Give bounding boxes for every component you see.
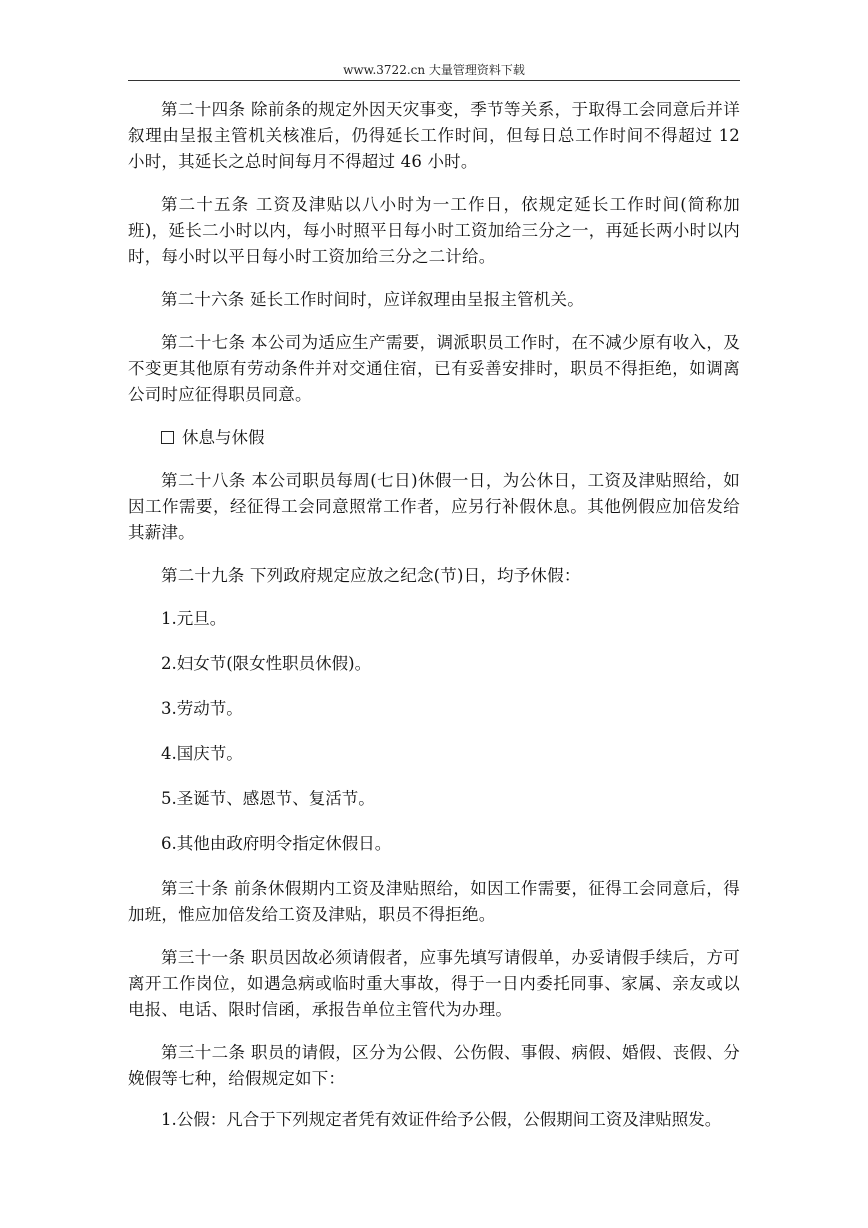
leave-type-item: 1.公假：凡合于下列规定者凭有效证件给予公假，公假期间工资及津贴照发。	[161, 1110, 722, 1129]
page-header: www.3722.cn 大量管理资料下载	[343, 63, 525, 77]
checkbox-icon	[161, 431, 174, 444]
document-body	[128, 97, 740, 1152]
article-26: 第二十六条 延长工作时间时，应详叙理由呈报主管机关。	[161, 290, 584, 309]
article-25: 第二十五条 工资及津贴以八小时为一工作日，依规定延长工作时间(简称加班)，延长二小时以内，每小时照平日每小时工资加给三分之一，再延长两小时以内时，每小时以平日每小时工资加给三分之二计给。	[128, 195, 740, 266]
header-divider	[128, 80, 740, 81]
holiday-item: 2.妇女节(限女性职员休假)。	[161, 654, 372, 673]
holiday-item: 4.国庆节。	[161, 744, 243, 763]
holiday-item: 6.其他由政府明令指定休假日。	[161, 834, 392, 853]
article-30: 第三十条 前条休假期内工资及津贴照给，如因工作需要，征得工会同意后，得加班，惟应加倍发给工资及津贴，职员不得拒绝。	[128, 879, 740, 924]
section-heading-rest-leave	[128, 425, 740, 451]
article-27: 第二十七条 本公司为适应生产需要，调派职员工作时，在不减少原有收入，及不变更其他原有劳动条件并对交通住宿，已有妥善安排时，职员不得拒绝，如调离公司时应征得职员同意。	[128, 333, 740, 404]
article-31: 第三十一条 职员因故必须请假者，应事先填写请假单，办妥请假手续后，方可离开工作岗位，如遇急病或临时重大事故，得于一日内委托同事、家属、亲友或以电报、电话、限时信函，承报告单位主管代为办理。	[128, 948, 740, 1019]
holiday-item: 3.劳动节。	[161, 699, 243, 718]
article-24: 第二十四条 除前条的规定外因天灾事变，季节等关系，于取得工会同意后并详叙理由呈报主管机关核准后，仍得延长工作时间，但每日总工作时间不得超过 12 小时，其延长之总时间每月不得超过 46 小时。	[128, 100, 740, 171]
article-32: 第三十二条 职员的请假，区分为公假、公伤假、事假、病假、婚假、丧假、分娩假等七种，给假规定如下：	[128, 1043, 740, 1088]
holiday-item: 1.元旦。	[161, 609, 227, 628]
section-title: 休息与休假	[182, 428, 265, 447]
article-29: 第二十九条 下列政府规定应放之纪念(节)日，均予休假：	[161, 566, 581, 585]
article-28: 第二十八条 本公司职员每周(七日)休假一日，为公休日，工资及津贴照给，如因工作需要，经征得工会同意照常工作者，应另行补假休息。其他例假应加倍发给其薪津。	[128, 471, 740, 542]
holiday-item: 5.圣诞节、感恩节、复活节。	[161, 789, 375, 808]
